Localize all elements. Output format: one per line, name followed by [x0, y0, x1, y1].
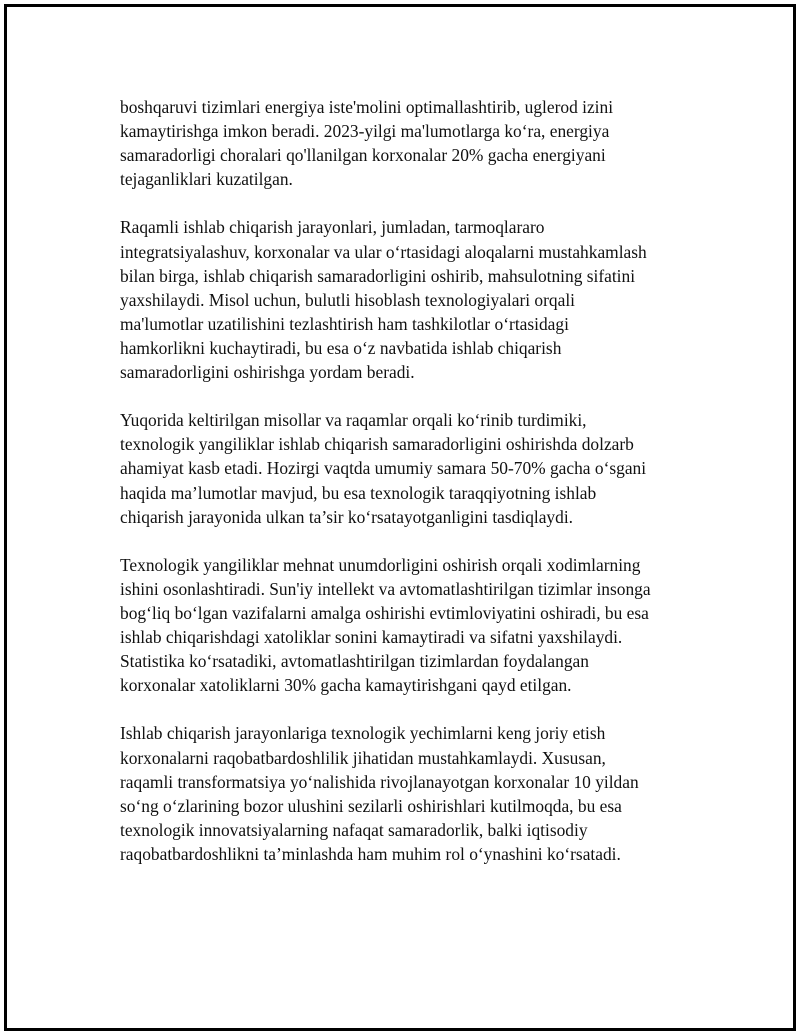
document-body — [120, 95, 700, 890]
paragraph-4: Texnologik yangiliklar mehnat unumdorligini oshirish orqali xodimlarning ishini osonlashtiradi. Sun'iy intellekt va avtomatlashtirilgan tizimlar insonga bog‘liq bo‘lgan vazifalarni amalga oshirishi evtimloviyatini oshiradi, bu esa ishlab chiqarishdagi xatoliklar sonini kamaytiradi va sifatni yaxshilaydi. Statistika ko‘rsatadiki, avtomatlashtirilgan tizimlardan foydalangan korxonalar xatoliklarni 30% gacha kamaytirishgani qayd etilgan. — [120, 554, 651, 696]
paragraph-5: Ishlab chiqarish jarayonlariga texnologik yechimlarni keng joriy etish korxonalarni raqobatbardoshlilik jihatidan mustahkamlaydi. Xususan, raqamli transformatsiya yo‘nalishida rivojlanayotgan korxonalar 10 yildan so‘ng o‘zlarining bozor ulushini sezilarli oshirishlari kutilmoqda, bu esa texnologik innovatsiyalarning nafaqat samaradorlik, balki iqtisodiy raqobatbardoshlikni ta’minlashda ham muhim rol o‘ynashini ko‘rsatadi. — [120, 723, 639, 864]
paragraph-3: Yuqorida keltirilgan misollar va raqamlar orqali ko‘rinib turdimiki, texnologik yangiliklar ishlab chiqarish samaradorligini oshirishda dolzarb ahamiyat kasb etadi. Hozirgi vaqtda umumiy samara 50-70% gacha o‘sgani haqida ma’lumotlar mavjud, bu esa texnologik taraqqiyotning ishlab chiqarish jarayonida ulkan ta’sir ko‘rsatayotganligini tasdiqlaydi. — [120, 410, 647, 527]
paragraph-1: boshqaruvi tizimlari energiya iste'molini optimallashtirib, uglerod izini kamaytirishga imkon beradi. 2023-yilgi ma'lumotlarga ko‘ra, energiya samaradorligi choralari qo'llanilgan korxonalar 20% gacha energiyani tejaganliklari kuzatilgan. — [120, 97, 614, 190]
paragraph-2: Raqamli ishlab chiqarish jarayonlari, jumladan, tarmoqlararo integratsiyalashuv, korxonalar va ular o‘rtasidagi aloqalarni mustahkamlash bilan birga, ishlab chiqarish samaradorligini oshirib, mahsulotning sifatini yaxshilaydi. Misol uchun, bulutli hisoblash texnologiyalari orqali ma'lumotlar uzatilishini tezlashtirish ham tashkilotlar o‘rtasidagi hamkorlikni kuchaytiradi, bu esa o‘z navbatida ishlab chiqarish samaradorligini oshirishga yordam beradi. — [120, 217, 647, 383]
page-frame — [4, 4, 796, 1031]
